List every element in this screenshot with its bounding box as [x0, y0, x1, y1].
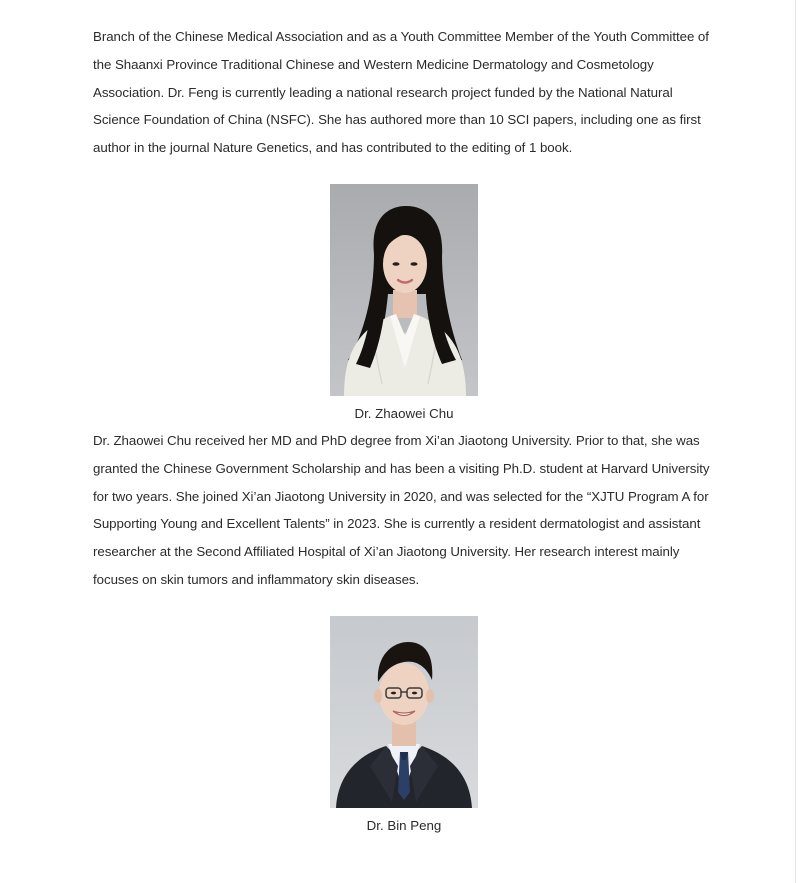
profile-figure-chu	[93, 184, 715, 422]
profile-caption: Dr. Bin Peng	[366, 817, 442, 833]
page-edge-rule	[795, 0, 796, 883]
article-body	[93, 23, 715, 834]
profile-caption: Dr. Zhaowei Chu	[354, 405, 454, 421]
intro-paragraph: Branch of the Chinese Medical Association and as a Youth Committee Member of the Youth Committee of the Shaanxi Province Traditional Chinese and Western Medicine Dermatology and Cosmetology Association. Dr. Feng is currently leading a national research project funded by the National Natural Science Foundation of China (NSFC). She has authored more than 10 SCI papers, including one as first author in the journal Nature Genetics, and has contributed to the editing of 1 book.	[93, 29, 709, 156]
profile-bio-paragraph: Dr. Zhaowei Chu received her MD and PhD degree from Xi’an Jiaotong University. Prior to that, she was granted the Chinese Government Scholarship and has been a visiting Ph.D. student at Harvard University for two years. She joined Xi’an Jiaotong University in 2020, and was selected for the “XJTU Program A for Supporting Young and Excellent Talents” in 2023. She is currently a resident dermatologist and assistant researcher at the Second Affiliated Hospital of Xi’an Jiaotong University. Her research interest mainly focuses on skin tumors and inflammatory skin diseases.	[93, 432, 710, 587]
portrait-man-icon	[330, 616, 478, 808]
profile-figure-peng	[93, 616, 715, 834]
portrait-woman-icon	[330, 184, 478, 396]
